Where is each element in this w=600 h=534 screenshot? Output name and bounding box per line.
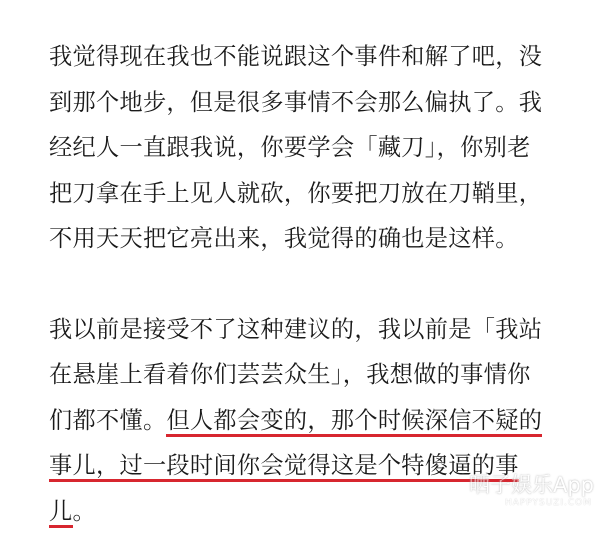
watermark-logo-text: 晒子娱乐App: [469, 469, 594, 499]
watermark-url: HAPPYSUZI.COM: [505, 498, 592, 508]
watermark: [444, 465, 594, 515]
highlighted-quote-part-3: 儿: [49, 498, 73, 528]
highlighted-quote-part-2: 事儿，过一段时间你会觉得这是个特傻逼的事: [49, 452, 519, 482]
paragraph-2-line-1: 我以前是接受不了这种建议的，我以前是「我站: [49, 307, 569, 353]
article-body: [49, 34, 569, 534]
paragraph-2-line-2: 在悬崖上看着你们芸芸众生」，我想做的事情你: [49, 352, 569, 398]
paragraph-2-line-3: [49, 398, 569, 444]
paragraph-1-line-1: 我觉得现在我也不能说跟这个事件和解了吧，没: [49, 34, 569, 80]
paragraph-1-line-2: 到那个地步，但是很多事情不会那么偏执了。我: [49, 80, 569, 126]
paragraph-1: [49, 34, 569, 262]
paragraph-1-line-5: 不用天天把它亮出来，我觉得的确也是这样。: [49, 216, 569, 262]
highlighted-quote-part-1: 但人都会变的，那个时候深信不疑的: [166, 407, 542, 437]
paragraph-1-line-3: 经纪人一直跟我说，你要学会「藏刀」，你别老: [49, 125, 569, 171]
paragraph-1-line-4: 把刀拿在手上见人就砍，你要把刀放在刀鞘里，: [49, 171, 569, 217]
paragraph-2-line-3-plain: 们都不懂。: [49, 407, 166, 434]
paragraph-2-line-5-plain: 。: [73, 498, 97, 525]
